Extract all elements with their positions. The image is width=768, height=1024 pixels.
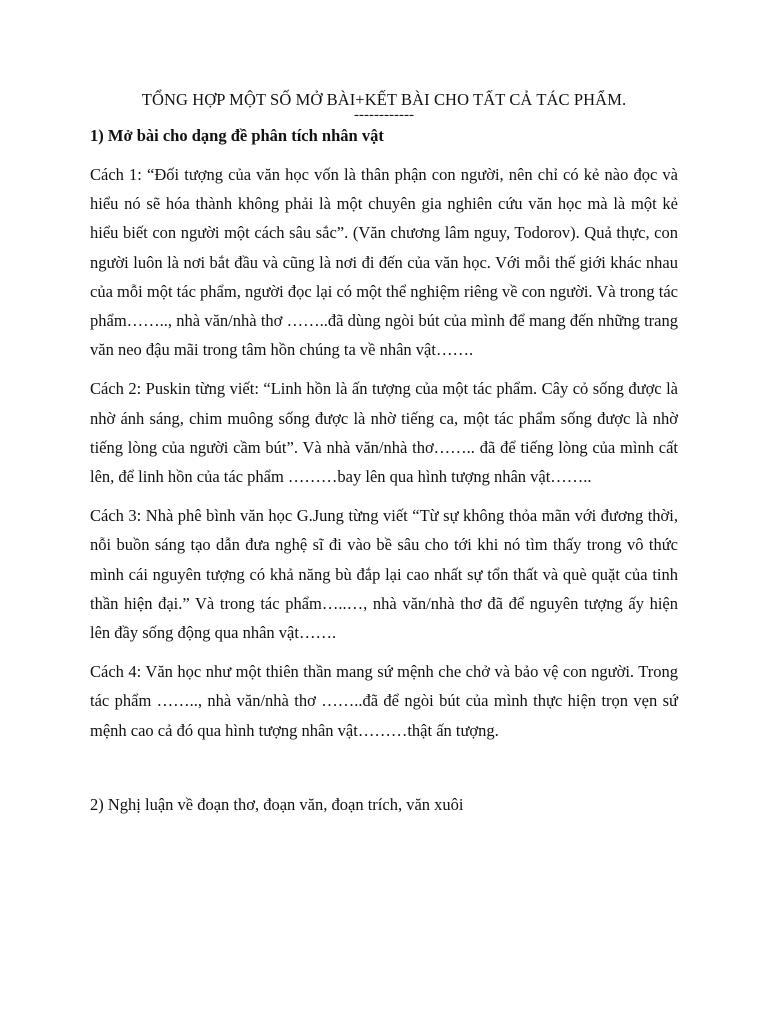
paragraph-cach-1: Cách 1: “Đối tượng của văn học vốn là thân phận con người, nên chỉ có kẻ nào đọc và hiểu nó sẽ hóa thành không phải là một chuyên gia nghiên cứu văn học mà là một kẻ hiểu biết con người một cách sâu sắc”. (Văn chương lâm nguy, Todorov). Quả thực, con người luôn là nơi bắt đầu và cũng là nơi đi đến của văn học. Với mỗi thế giới khác nhau của mỗi một tác phẩm, người đọc lại có một thể nghiệm riêng về con người. Và trong tác phẩm…….., nhà văn/nhà thơ ……..đã dùng ngòi bút của mình để mang đến những trang văn neo đậu mãi trong tâm hồn chúng ta về nhân vật……. <box>90 165 678 360</box>
document-title: TỔNG HỢP MỘT SỐ MỞ BÀI+KẾT BÀI CHO TẤT CẢ TÁC PHẨM. <box>141 90 627 109</box>
section-2-heading: 2) Nghị luận về đoạn thơ, đoạn văn, đoạn trích, văn xuôi <box>90 794 464 814</box>
paragraph-cach-3: Cách 3: Nhà phê bình văn học G.Jung từng viết “Từ sự không thỏa mãn với đương thời, nỗi buồn sáng tạo dẫn đưa nghệ sĩ đi vào bề sâu cho tới khi nó tìm thấy trong vô thức mình cái nguyên tượng có khả năng bù đắp lại cao nhất sự tổn thất và què quặt của tinh thần hiện đại.” Và trong tác phẩm…..…, nhà văn/nhà thơ đã để nguyên tượng ấy hiện lên đầy sống động qua nhân vật……. <box>90 506 678 643</box>
paragraph-cach-4: Cách 4: Văn học như một thiên thần mang sứ mệnh che chở và bảo vệ con người. Trong tác phẩm …….., nhà văn/nhà thơ ……..đã để ngòi bút của mình thực hiện trọn vẹn sứ mệnh cao cả đó qua hình tượng nhân vật………thật ấn tượng. <box>90 662 678 740</box>
paragraph-cach-2: Cách 2: Puskin từng viết: “Linh hồn là ấn tượng của một tác phẩm. Cây cỏ sống được là nhờ ánh sáng, chim muông sống được là nhờ tiếng ca, một tác phẩm sống được là nhờ tiếng lòng của người cầm bút”. Và nhà văn/nhà thơ…….. đã để tiếng lòng của mình cất lên, để linh hồn của tác phẩm ………bay lên qua hình tượng nhân vật…….. <box>90 379 678 487</box>
title-divider: ------------ <box>354 107 414 123</box>
document-page <box>90 90 678 815</box>
section-1-heading: 1) Mở bài cho dạng đề phân tích nhân vật <box>90 126 384 145</box>
